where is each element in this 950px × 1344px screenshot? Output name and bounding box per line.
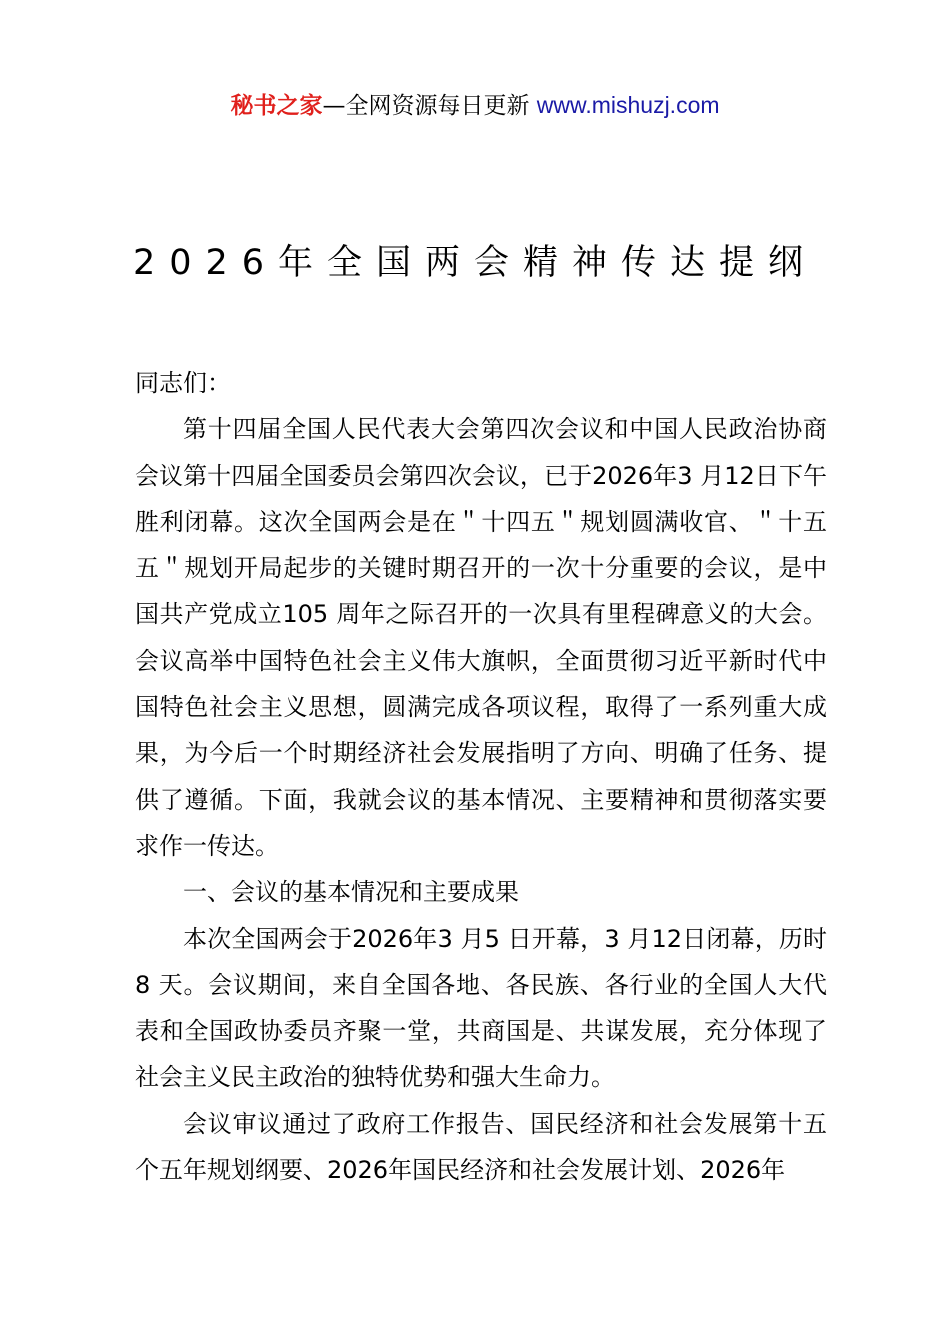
site-brand: 秘书之家: [230, 93, 323, 119]
document-title: 2026年全国两会精神传达提纲: [132, 243, 818, 283]
site-tagline: —全网资源每日更新: [322, 93, 537, 119]
paragraph: 本次全国两会于2026年3 月5 日开幕，3 月12日闭幕，历时8 天。会议期间，来自全国各地、各民族、各行业的全国人大代表和全国政协委员齐聚一堂，共商国是、共谋发展，充分体现了社会主义民主政治的独特优势和强大生命力。: [135, 924, 827, 1092]
paragraph: 第十四届全国人民代表大会第四次会议和中国人民政治协商会议第十四届全国委员会第四次会议，已于2026年3 月12日下午胜利闭幕。这次全国两会是在＂十四五＂规划圆满收官、＂十五五＂规划开局起步的关键时期召开的一次十分重要的会议，是中国共产党成立105 周年之际召开的一次具有里程碑意义的大会。会议高举中国特色社会主义伟大旗帜，全面贯彻习近平新时代中国特色社会主义思想，圆满完成各项议程，取得了一系列重大成果，为今后一个时期经济社会发展指明了方向、明确了任务、提供了遵循。下面，我就会议的基本情况、主要精神和贯彻落实要求作一传达。: [135, 415, 827, 860]
section-heading: 一、会议的基本情况和主要成果: [183, 878, 519, 907]
site-header: [0, 88, 950, 123]
paragraph: 会议审议通过了政府工作报告、国民经济和社会发展第十五个五年规划纲要、2026年国民经济和社会发展计划、2026年: [135, 1109, 827, 1185]
site-url-link[interactable]: www.mishuzj.com: [536, 92, 720, 118]
salutation: 同志们：: [135, 369, 231, 397]
document-body: [135, 360, 827, 1193]
